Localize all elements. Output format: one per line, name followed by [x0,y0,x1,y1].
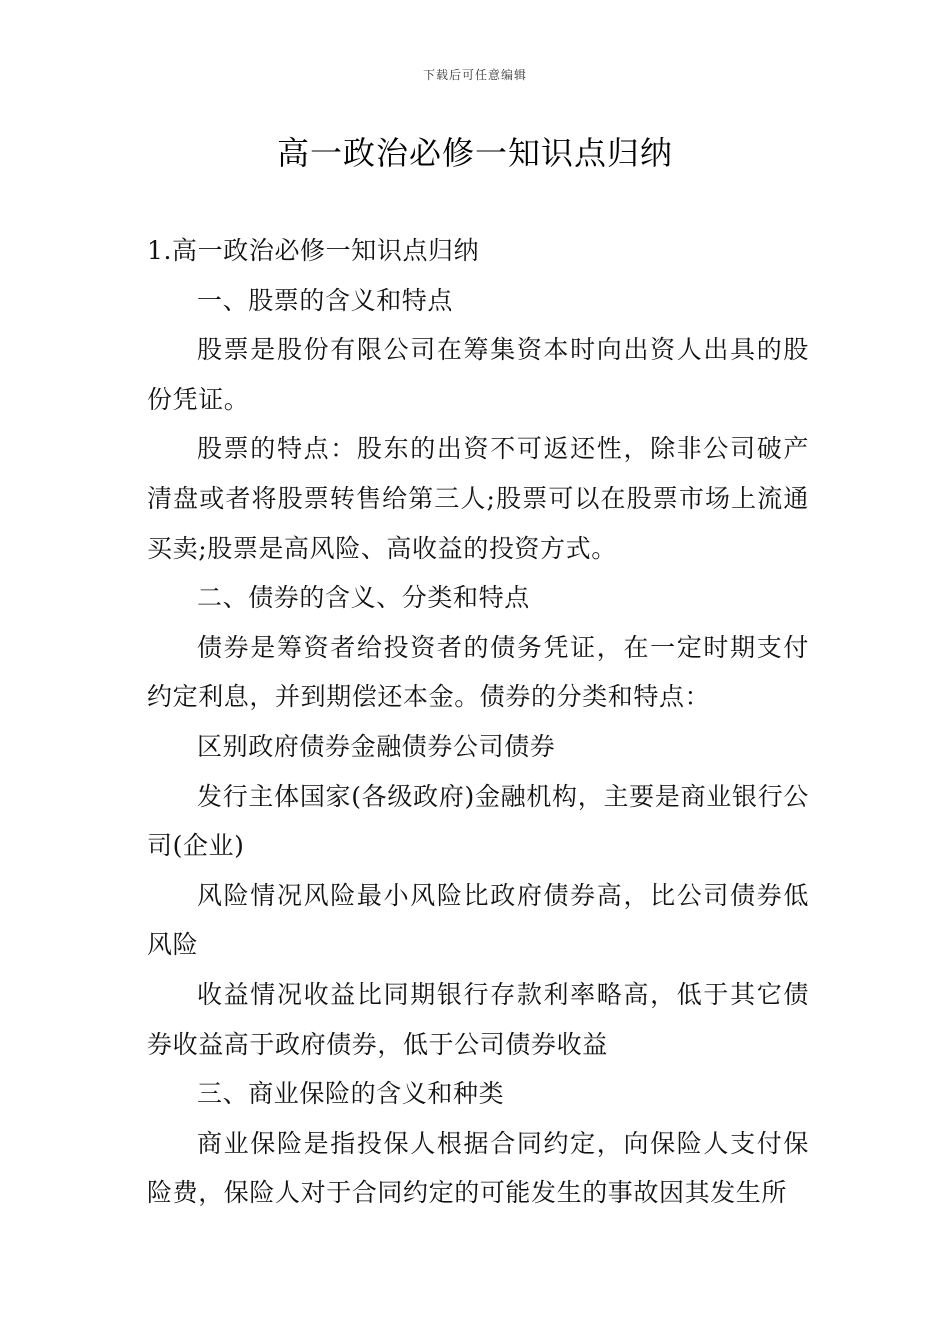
paragraph-9: 收益情况收益比同期银行存款利率略高，低于其它债券收益高于政府债券，低于公司债券收益 [147,979,809,1059]
paragraph-5: 债券是筹资者给投资者的债务凭证，在一定时期支付约定利息，并到期偿还本金。债券的分类和特点： [147,632,809,712]
paragraph-2: 股票是股份有限公司在筹集资本时向出资人出具的股份凭证。 [147,335,809,414]
paragraph-10: 三、商业保险的含义和种类 [197,1079,505,1109]
paragraph-11: 商业保险是指投保人根据合同约定，向保险人支付保险费，保险人对于合同约定的可能发生的事故因其发生所 [147,1128,809,1208]
paragraph-6: 区别政府债券金融债券公司债券 [197,731,556,761]
paragraph-4: 二、债券的含义、分类和特点 [197,583,530,613]
paragraph-0: 1.高一政治必修一知识点归纳 [147,236,480,265]
paragraph-7: 发行主体国家(各级政府)金融机构，主要是商业银行公司(企业) [147,781,809,861]
paragraph-3: 股票的特点：股东的出资不可返还性，除非公司破产清盘或者将股票转售给第三人;股票可以在股票市场上流通买卖;股票是高风险、高收益的投资方式。 [147,434,809,563]
header-note: 下载后可任意编辑 [422,68,527,82]
paragraph-8: 风险情况风险最小风险比政府债券高，比公司债券低风险 [147,880,809,960]
paragraph-1: 一、股票的含义和特点 [197,285,454,315]
document-body [147,226,809,1218]
document-title: 高一政治必修一知识点归纳 [276,134,673,172]
